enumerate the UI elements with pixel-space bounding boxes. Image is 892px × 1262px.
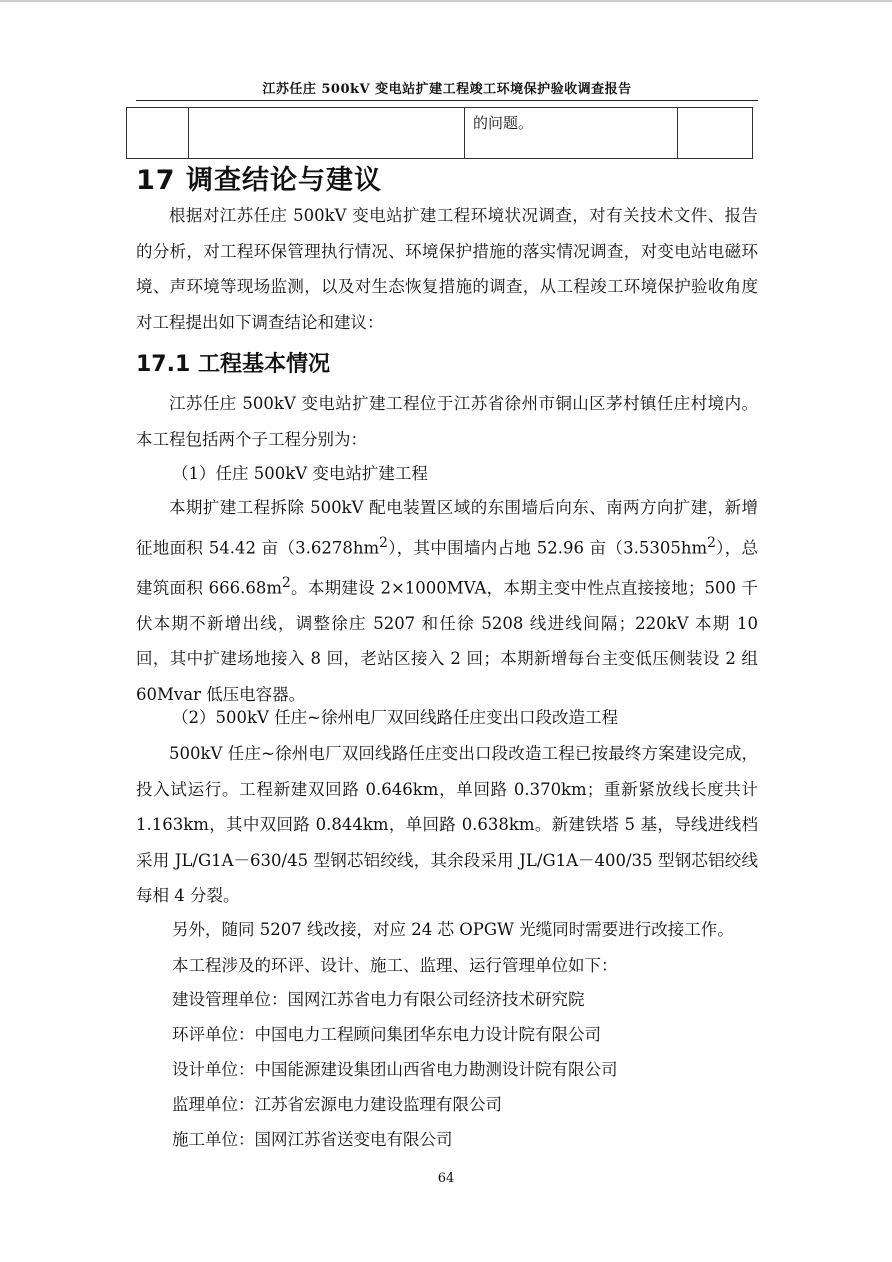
superscript: 2	[379, 534, 388, 551]
table-fragment	[126, 107, 753, 159]
text-run: ），总建筑面积 666.68m	[136, 538, 759, 597]
table-row	[127, 108, 753, 159]
superscript: 2	[707, 534, 716, 551]
text-run: ），其中围墙内占地 52.96 亩（3.5305hm	[387, 538, 708, 557]
subproject-2-title: （2）500kV 任庄~徐州电厂双回线路任庄变出口段改造工程	[172, 708, 618, 727]
unit-eia: 环评单位：中国电力工程顾问集团华东电力设计院有限公司	[172, 1025, 601, 1044]
table-cell	[127, 108, 189, 159]
header-rule	[136, 100, 758, 101]
location-paragraph: 江苏任庄 500kV 变电站扩建工程位于江苏省徐州市铜山区茅村镇任庄村境内。本工程包括两个子工程分别为：	[136, 394, 758, 449]
table-cell	[189, 108, 465, 159]
intro-paragraph: 根据对江苏任庄 500kV 变电站扩建工程环境状况调查，对有关技术文件、报告的分析，对工程环保管理执行情况、环境保护措施的落实情况调查，对变电站电磁环境、声环境等现场监测，以及对生态恢复措施的调查，从工程竣工环境保护验收角度对工程提出如下调查结论和建议：	[136, 206, 758, 332]
subproject-1-title: （1）任庄 500kV 变电站扩建工程	[172, 464, 428, 483]
substation-paragraph	[136, 490, 758, 712]
page-number: 64	[437, 1171, 455, 1186]
text-run: 本期扩建工程拆除 500kV 配电装置区域的东围墙后向东、南两方向扩建，新增征地面积 54.42 亩（3.6278hm	[136, 498, 758, 557]
superscript: 2	[282, 574, 291, 591]
units-intro: 本工程涉及的环评、设计、施工、监理、运行管理单位如下：	[172, 956, 618, 975]
top-rule	[0, 0, 892, 2]
table-cell	[678, 108, 753, 159]
line-paragraph: 500kV 任庄~徐州电厂双回线路任庄变出口段改造工程已按最终方案建设完成，投入试运行。工程新建双回路 0.646km，单回路 0.370km；重新紧放线长度共计 1.163km，其中双回路 0.844km，单回路 0.638km。新建铁塔 5 基，导线进线档采用 JL/G1A－630/45 型钢芯铝绞线，其余段采用 JL/G1A－400/35 型钢芯铝绞线每相 4 分裂。	[136, 744, 758, 905]
unit-construction-mgmt: 建设管理单位：国网江苏省电力有限公司经济技术研究院	[172, 990, 585, 1009]
section-heading-17: 17 调查结论与建议	[136, 165, 382, 196]
section-heading-17-1: 17.1 工程基本情况	[136, 352, 330, 377]
text-run: 。本期建设 2×1000MVA，本期主变中性点直接接地；500 千伏本期不新增出线，调整徐庄 5207 和任徐 5208 线进线间隔；220kV 本期 10 回，其中扩建场地接入 8 回，老站区接入 2 回；本期新增每台主变低压侧装设 2 组 60Mvar 低压电容器。	[136, 578, 758, 704]
table-cell: 的问题。	[465, 108, 678, 159]
opgw-line: 另外，随同 5207 线改接，对应 24 芯 OPGW 光缆同时需要进行改接工作。	[172, 920, 734, 939]
unit-supervision: 监理单位：江苏省宏源电力建设监理有限公司	[172, 1095, 502, 1114]
page-header: 江苏任庄 500kV 变电站扩建工程竣工环境保护验收调查报告	[262, 82, 632, 97]
unit-design: 设计单位：中国能源建设集团山西省电力勘测设计院有限公司	[172, 1060, 618, 1079]
unit-construction: 施工单位：国网江苏省送变电有限公司	[172, 1130, 453, 1149]
